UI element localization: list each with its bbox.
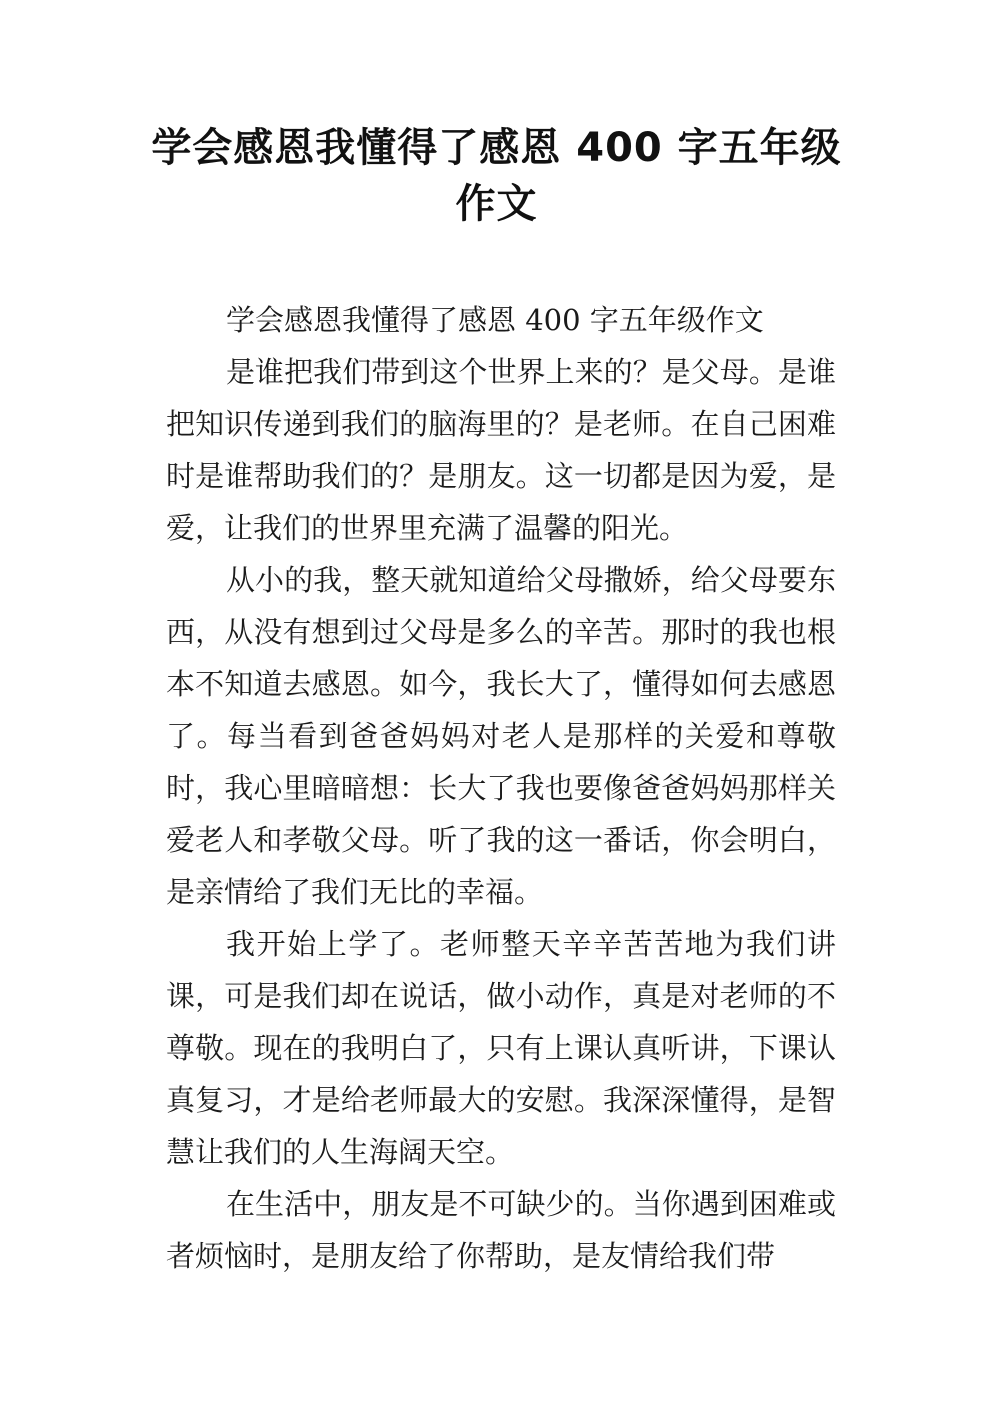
- body-paragraph-heading: 学会感恩我懂得了感恩 400 字五年级作文: [226, 303, 764, 337]
- document-body: [166, 294, 836, 1282]
- body-paragraph: 在生活中，朋友是不可缺少的。当你遇到困难或者烦恼时，是朋友给了你帮助，是友情给我们带: [166, 1187, 836, 1273]
- body-paragraph: 我开始上学了。老师整天辛辛苦苦地为我们讲课，可是我们却在说话，做小动作，真是对老师的不尊敬。现在的我明白了，只有上课认真听讲，下课认真复习，才是给老师最大的安慰。我深深懂得，是智慧让我们的人生海阔天空。: [166, 927, 836, 1169]
- body-paragraph: 从小的我，整天就知道给父母撒娇，给父母要东西，从没有想到过父母是多么的辛苦。那时的我也根本不知道去感恩。如今，我长大了，懂得如何去感恩了。每当看到爸爸妈妈对老人是那样的关爱和尊敬时，我心里暗暗想：长大了我也要像爸爸妈妈那样关爱老人和孝敬父母。听了我的这一番话，你会明白，是亲情给了我们无比的幸福。: [166, 563, 836, 909]
- body-paragraph: 是谁把我们带到这个世界上来的？是父母。是谁把知识传递到我们的脑海里的？是老师。在自己困难时是谁帮助我们的？是朋友。这一切都是因为爱，是爱，让我们的世界里充满了温馨的阳光。: [166, 355, 836, 545]
- document-title-line-2: 作文: [455, 181, 538, 227]
- document-title: [150, 120, 843, 232]
- document-title-line-1: 学会感恩我懂得了感恩 400 字五年级: [151, 125, 842, 171]
